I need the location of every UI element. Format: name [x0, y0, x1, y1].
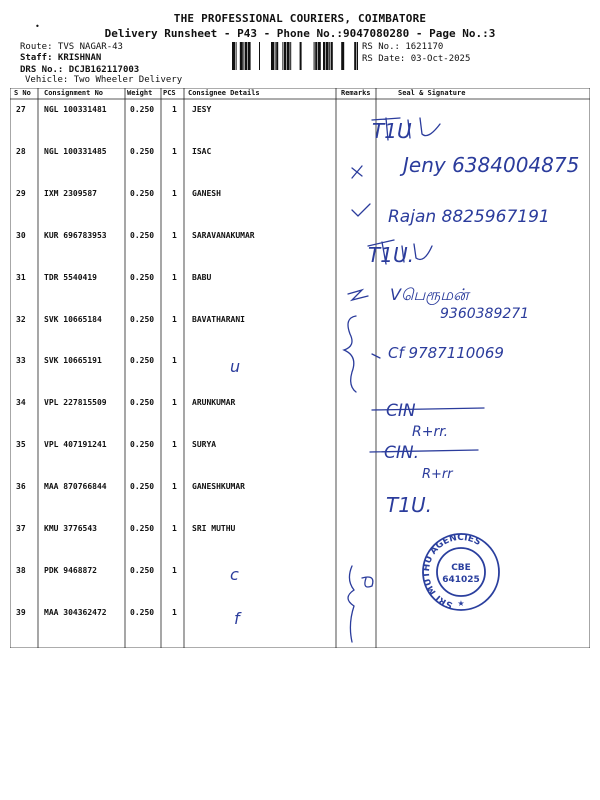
sig-arun-1: CIN: [386, 401, 416, 421]
row-pcs: 1: [172, 356, 177, 366]
row-sno: 38: [16, 565, 26, 575]
col-header-sno: S No: [14, 89, 31, 97]
row-consignment-no: MAA 870766844: [44, 482, 107, 492]
agency-stamp: [416, 530, 506, 614]
mark-maa: f: [234, 609, 240, 628]
row-sno: 39: [16, 607, 26, 617]
row-pcs: 1: [172, 314, 177, 324]
row-weight: 0.250: [130, 524, 155, 533]
row-pcs: 1: [172, 524, 177, 533]
sig-bavatharani: Cf 9787110069: [388, 344, 504, 362]
sig-ganesh: Rajan 8825967191: [388, 207, 550, 227]
drs-label: DRS No.: DCJB162117003: [20, 65, 140, 75]
mark-pdk: c: [230, 565, 239, 584]
vehicle-label: Vehicle: Two Wheeler Delivery: [25, 75, 183, 85]
route-label: Route: TVS NAGAR-43: [20, 42, 123, 52]
row-consignment-no: KUR 696783953: [44, 230, 107, 240]
col-header-signature: Seal & Signature: [398, 89, 466, 97]
row-consignment-no: TDR 5540419: [44, 272, 97, 282]
row-consignment-no: PDK 9468872: [44, 565, 97, 575]
sig-isac: Jeny 6384004875: [403, 153, 580, 177]
row-weight: 0.250: [130, 565, 155, 575]
row-weight: 0.250: [130, 188, 155, 198]
row-weight: 0.250: [130, 607, 155, 617]
stamp-pin: 641025: [442, 575, 480, 585]
row-weight: 0.250: [130, 230, 155, 240]
row-consignment-no: SVK 10665191: [44, 356, 102, 366]
row-consignee: JESY: [192, 105, 212, 114]
row-consignee: GANESHKUMAR: [192, 482, 245, 492]
row-sno: 31: [16, 272, 26, 282]
row-consignee: SURYA: [192, 440, 217, 450]
row-consignment-no: NGL 100331481: [44, 105, 107, 114]
row-pcs: 1: [172, 565, 177, 575]
stamp-ring-text: SRI MUTHU AGENCIES: [421, 532, 483, 610]
row-consignment-no: SVK 10665184: [44, 314, 102, 324]
row-sno: 28: [16, 146, 26, 156]
row-weight: 0.250: [130, 482, 155, 492]
company-name: THE PROFESSIONAL COURIERS, COIMBATORE: [173, 12, 427, 25]
sig-surya-2: R+rr: [422, 467, 453, 482]
row-consignee: BAVATHARANI: [192, 314, 245, 324]
row-consignee: ISAC: [192, 146, 212, 156]
row-consignment-no: IXM 2309587: [44, 188, 97, 198]
row-weight: 0.250: [130, 356, 155, 366]
row-consignee: BABU: [192, 272, 212, 282]
row-consignment-no: VPL 227815509: [44, 398, 107, 408]
mark-svk: u: [230, 357, 241, 376]
sig-surya-1: CIN.: [384, 443, 420, 463]
row-weight: 0.250: [130, 314, 155, 324]
col-header-remarks: Remarks: [341, 89, 371, 97]
row-consignee: SARAVANAKUMAR: [192, 230, 255, 240]
col-header-consignee: Consignee Details: [188, 89, 260, 97]
sig-babu-phone: 9360389271: [440, 306, 530, 322]
svg-text:T1U.: T1U.: [368, 243, 414, 267]
row-weight: 0.250: [130, 146, 155, 156]
row-consignee: ARUNKUMAR: [192, 398, 236, 408]
row-sno: 33: [16, 356, 26, 366]
row-pcs: 1: [172, 607, 177, 617]
col-header-pcs: PCS: [163, 89, 176, 97]
sig-babu: Vபெரூமன்: [390, 285, 469, 304]
stray-mark: •: [35, 22, 40, 31]
row-consignee: GANESH: [192, 188, 221, 198]
row-consignment-no: KMU 3776543: [44, 524, 97, 533]
row-sno: 27: [16, 105, 26, 114]
sig-jesy: [360, 110, 460, 150]
row-weight: 0.250: [130, 398, 155, 408]
row-pcs: 1: [172, 398, 177, 408]
sig-saravanakumar: [360, 232, 460, 272]
row-consignment-no: MAA 304362472: [44, 607, 107, 617]
stamp-star-icon: ★: [457, 599, 465, 608]
row-sno: 34: [16, 398, 26, 408]
row-weight: 0.250: [130, 272, 155, 282]
row-consignment-no: NGL 100331485: [44, 146, 107, 156]
row-pcs: 1: [172, 440, 177, 450]
row-weight: 0.250: [130, 105, 155, 114]
row-pcs: 1: [172, 105, 177, 114]
row-pcs: 1: [172, 146, 177, 156]
row-sno: 36: [16, 482, 26, 492]
runsheet-subtitle: Delivery Runsheet - P43 - Phone No.:9047080280 - Page No.:3: [104, 27, 496, 40]
sig-arun-2: R+rr.: [412, 424, 449, 440]
rs-number: RS No.: 1621170: [362, 42, 444, 52]
row-weight: 0.250: [130, 440, 155, 450]
row-consignee: SRI MUTHU: [192, 524, 236, 533]
row-pcs: 1: [172, 230, 177, 240]
row-sno: 32: [16, 314, 26, 324]
row-pcs: 1: [172, 482, 177, 492]
sig-ganeshkumar: T1U.: [386, 493, 432, 517]
row-sno: 30: [16, 230, 26, 240]
row-pcs: 1: [172, 188, 177, 198]
row-sno: 37: [16, 524, 26, 533]
rs-date: RS Date: 03-Oct-2025: [362, 54, 471, 64]
svg-text:T1U: T1U: [372, 119, 412, 143]
staff-label: Staff: KRISHNAN: [20, 53, 102, 63]
stamp-center: CBE: [451, 563, 471, 573]
row-consignment-no: VPL 407191241: [44, 440, 107, 450]
col-header-weight: Weight: [127, 89, 153, 97]
row-sno: 35: [16, 440, 26, 450]
row-sno: 29: [16, 188, 26, 198]
col-header-consignment: Consignment No: [44, 89, 104, 97]
row-pcs: 1: [172, 272, 177, 282]
